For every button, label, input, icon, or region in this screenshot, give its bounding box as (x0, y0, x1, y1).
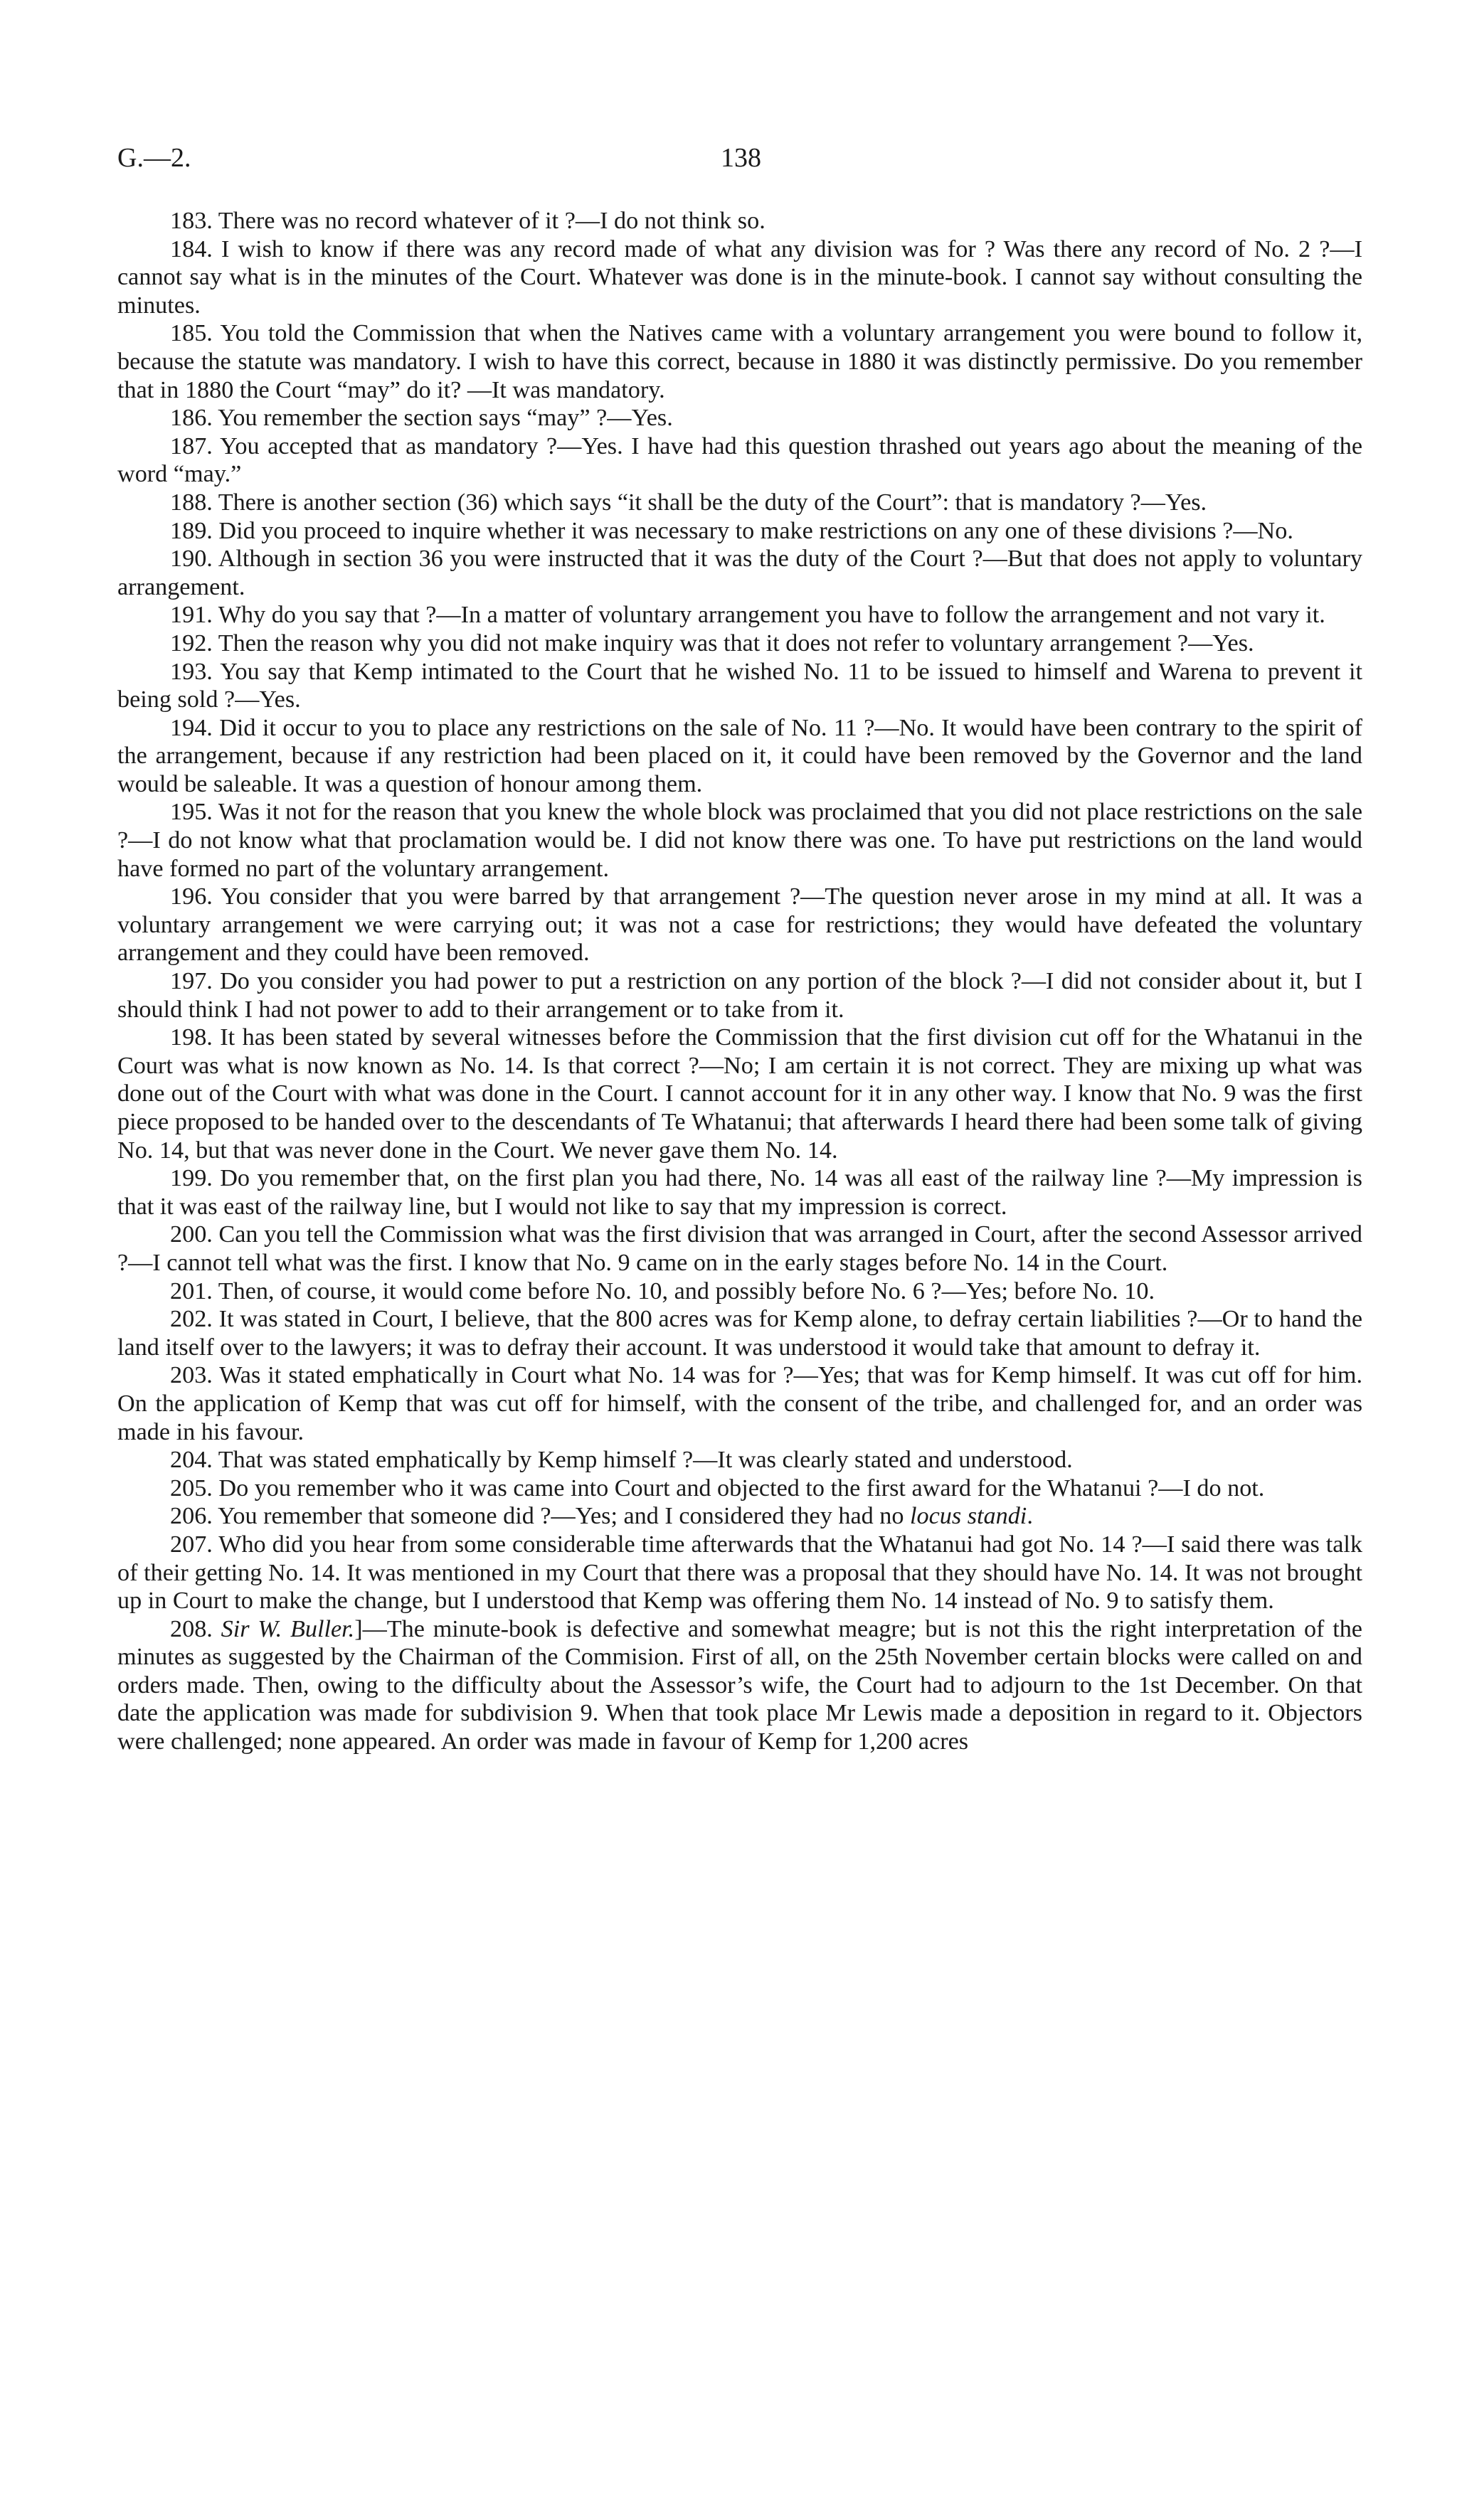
paragraph-text-after: ]—The minute-book is defective and somewhat meagre; but is not this the right interpretation of the minutes as suggested by the Chairman of the Commision. First of all, on the 25th November certain blocks were called on and orders made. Then, owing to the difficulty about the Assessor’s wife, the Court had to adjourn to the 1st December. On that date the application was made for subdivision 9. When that took place Mr Lewis made a deposition in regard to it. Objectors were challenged; none appeared. An order was made in favour of Kemp for 1,200 acres (117, 1615, 1362, 1755)
paragraph-text: 201. Then, of course, it would come before No. 10, and possibly before No. 6 ?—Yes; before No. 10. (170, 1277, 1155, 1304)
paragraph-text: 199. Do you remember that, on the first plan you had there, No. 14 was all east of the railway line ?—My impression is that it was east of the railway line, but I would not like to say that my impression is correct. (117, 1165, 1362, 1220)
paragraph-text: 196. You consider that you were barred by that arrangement ?—The question never arose in my mind at all. It was a voluntary arrangement we were carrying out; it was not a case for restrictions; they would have defeated the voluntary arrangement and they could have been removed. (117, 883, 1362, 967)
paragraph-text: 184. I wish to know if there was any record made of what any division was for ? Was there any record of No. 2 ?—I cannot say what is in the minutes of the Court. Whatever was done is in the minute-book. I cannot say without consulting the minutes. (117, 235, 1362, 319)
paragraph (117, 1361, 1362, 1446)
paragraph (117, 967, 1362, 1024)
paragraph-text: 183. There was no record whatever of it ?—I do not think so. (170, 208, 766, 234)
paragraph (117, 432, 1362, 489)
paragraph-text: 194. Did it occur to you to place any restrictions on the sale of No. 11 ?—No. It would have been contrary to the spirit of the arrangement, because if any restriction had been placed on it, it could have been removed by the Governor and the land would be saleable. It was a question of honour among them. (117, 714, 1362, 797)
paragraph-text: 198. It has been stated by several witnesses before the Commission that the first division cut off for the Whatanui in the Court was what is now known as No. 14. Is that correct ?—No; I am certain it is not correct. They are mixing up what was done out of the Court with what was done in the Court. I cannot account for it in any other way. I know that No. 9 was the first piece proposed to be handed over to the descendants of Te Whatanui; that afterwards I heard there had been some talk of giving No. 14, but that was never done in the Court. We never gave them No. 14. (117, 1024, 1362, 1164)
page-header (117, 142, 1362, 178)
paragraph-text: 200. Can you tell the Commission what was the first division that was arranged in Court, after the second Assessor arrived ?—I cannot tell what was the first. I know that No. 9 came on in the early stages before No. 14 in the Court. (117, 1221, 1362, 1276)
paragraph-text: 206. You remember that someone did ?—Yes; and I considered they had no (170, 1503, 911, 1530)
paragraph (117, 319, 1362, 404)
paragraph (117, 798, 1362, 883)
paragraph-text: 192. Then the reason why you did not make inquiry was that it does not refer to voluntary arrangement ?—Yes. (170, 629, 1254, 656)
paragraph-text: 208. (170, 1615, 221, 1642)
paragraph (117, 601, 1362, 629)
paragraph (117, 545, 1362, 601)
paragraph (117, 235, 1362, 320)
paragraph (117, 629, 1362, 658)
paragraph (117, 404, 1362, 432)
italic-text: locus standi (910, 1503, 1027, 1530)
paragraph-text: 188. There is another section (36) which says “it shall be the duty of the Court”: that is mandatory ?—Yes. (170, 489, 1207, 516)
paragraph (117, 1446, 1362, 1474)
paragraph (117, 1024, 1362, 1164)
paragraph (117, 1277, 1362, 1306)
paragraph-text: 191. Why do you say that ?—In a matter of voluntary arrangement you have to follow the arrangement and not vary it. (170, 602, 1325, 629)
paragraph (117, 1531, 1362, 1615)
paragraph-text: 186. You remember the section says “may” ?—Yes. (170, 405, 673, 432)
paragraph (117, 1502, 1362, 1531)
paragraph-text: 190. Although in section 36 you were instructed that it was the duty of the Court ?—But that does not apply to voluntary arrangement. (117, 546, 1362, 600)
paragraph-text: 193. You say that Kemp intimated to the Court that he wished No. 11 to be issued to himself and Warena to prevent it being sold ?—Yes. (117, 658, 1362, 713)
document-reference: G.—2. (117, 143, 191, 173)
paragraph (117, 1164, 1362, 1221)
paragraph (117, 489, 1362, 517)
paragraph (117, 714, 1362, 799)
italic-text: Sir W. Buller. (221, 1615, 355, 1642)
document-body (117, 207, 1362, 1756)
paragraph-text: 204. That was stated emphatically by Kemp himself ?—It was clearly stated and understood. (170, 1447, 1073, 1474)
paragraph-text: 203. Was it stated emphatically in Court what No. 14 was for ?—Yes; that was for Kemp himself. It was cut off for him. On the application of Kemp that was cut off for himself, with the consent of the tribe, and challenged for, and an order was made in his favour. (117, 1362, 1362, 1445)
paragraph (117, 658, 1362, 714)
paragraph-text: 202. It was stated in Court, I believe, that the 800 acres was for Kemp alone, to defray certain liabilities ?—Or to hand the land itself over to the lawyers; it was to defray their account. It was understood it would take that amount to defray it. (117, 1306, 1362, 1361)
paragraph (117, 1615, 1362, 1756)
paragraph-text: 189. Did you proceed to inquire whether it was necessary to make restrictions on any one of these divisions ?—No. (170, 517, 1293, 544)
paragraph (117, 517, 1362, 546)
paragraph (117, 1221, 1362, 1277)
paragraph-text: 185. You told the Commission that when the Natives came with a voluntary arrangement you were bound to follow it, because the statute was mandatory. I wish to have this correct, because in 1880 it was distinctly permissive. Do you remember that in 1880 the Court “may” do it? —It was mandatory. (117, 320, 1362, 403)
paragraph-text: 195. Was it not for the reason that you knew the whole block was proclaimed that you did not place restrictions on the sale ?—I do not know what that proclamation would be. I did not know there was one. To have put restrictions on the land would have formed no part of the voluntary arrangement. (117, 799, 1362, 882)
paragraph-text-after: . (1027, 1503, 1033, 1530)
paragraph (117, 207, 1362, 235)
paragraph-text: 197. Do you consider you had power to put a restriction on any portion of the block ?—I did not consider about it, but I should think I had not power to add to their arrangement or to take from it. (117, 968, 1362, 1023)
paragraph-text: 205. Do you remember who it was came into Court and objected to the first award for the Whatanui ?—I do not. (170, 1474, 1265, 1501)
page-number: 138 (721, 143, 761, 173)
paragraph (117, 883, 1362, 967)
paragraph-text: 187. You accepted that as mandatory ?—Yes. I have had this question thrashed out years ago about the meaning of the word “may.” (117, 432, 1362, 488)
paragraph (117, 1474, 1362, 1503)
paragraph-text: 207. Who did you hear from some considerable time afterwards that the Whatanui had got No. 14 ?—I said there was talk of their getting No. 14. It was mentioned in my Court that there was a proposal that they should have No. 14. It was not brought up in Court to make the change, but I understood that Kemp was offering them No. 14 instead of No. 9 to satisfy them. (117, 1531, 1362, 1615)
paragraph (117, 1305, 1362, 1361)
